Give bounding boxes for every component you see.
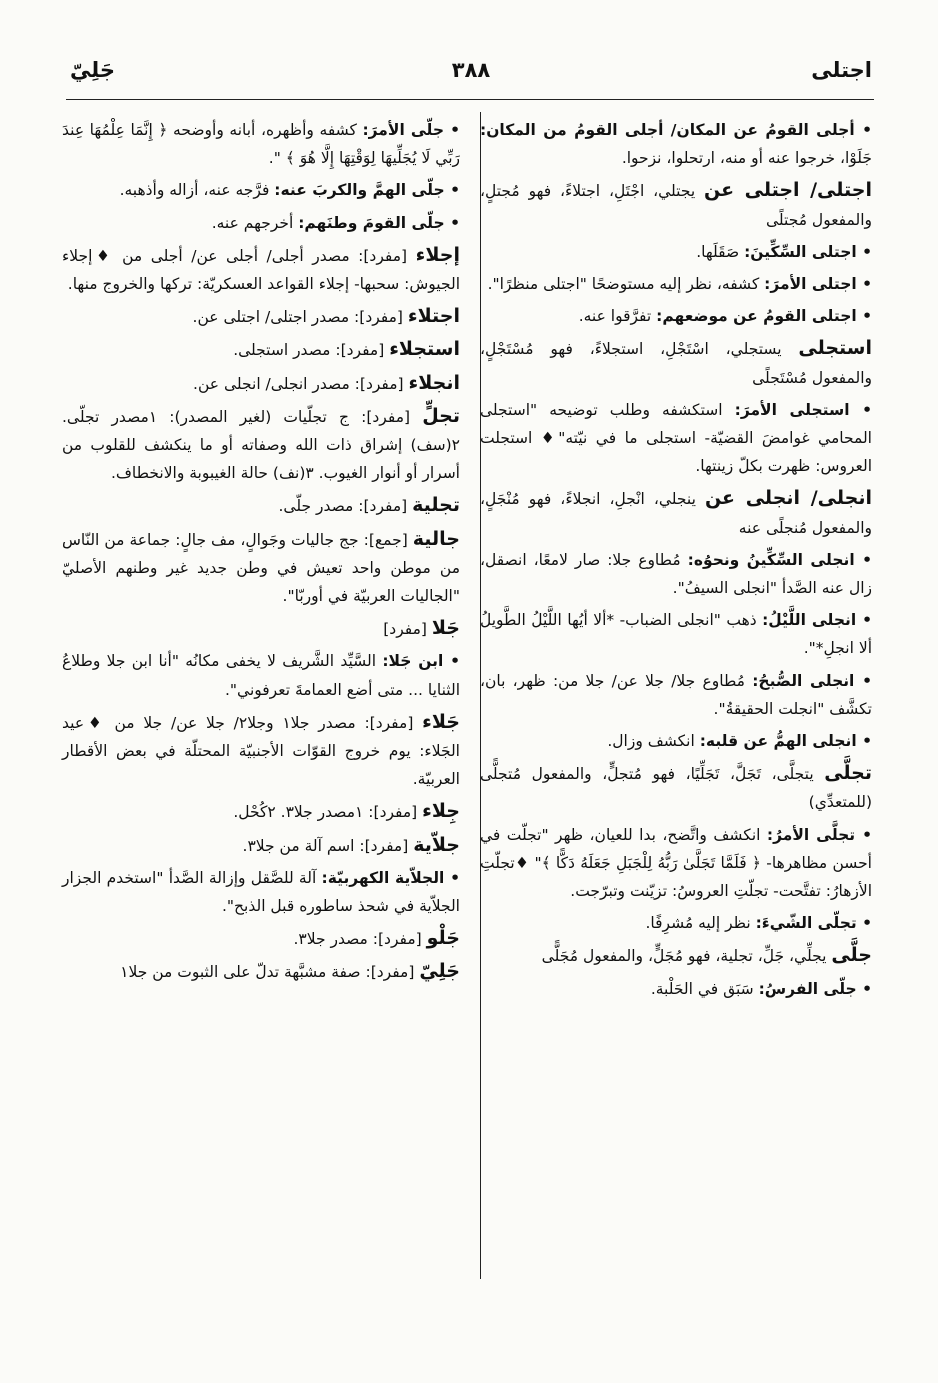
definition-text: سَبَق في الحَلْبة. — [650, 979, 759, 998]
entry-headword: استجلاء — [389, 338, 460, 361]
entry-headword: استجلى — [798, 337, 872, 360]
sense-bullet: • — [856, 732, 872, 751]
sense-phrase: انجلى الصُّبحُ: — [752, 671, 855, 690]
definition-text: استكشفه وطلب توضيحه "استجلى المحامي غوامضَ القضيّة- استجلى ما في نيّته"♦ استجلت العروس: ظهرت بكلّ زينتها. — [480, 400, 872, 476]
entry-headword: جِلاء — [422, 800, 460, 823]
entry-headword: تجلَّى — [824, 762, 872, 785]
definition-text: [مفرد] — [383, 620, 432, 639]
dictionary-entry — [62, 491, 460, 520]
sense-bullet: • — [856, 242, 872, 261]
sense-bullet: • — [856, 275, 872, 294]
dictionary-sense — [480, 116, 872, 172]
sense-phrase: جلّى الأمرَ: — [362, 121, 445, 139]
definition-text: يستجلي، اسْتَجْلِ، استجلاءً، فهو مُسْتَجْلٍ، والمفعول مُسْتَجلًى — [480, 340, 872, 387]
entry-headword: جَلا — [431, 617, 460, 640]
dictionary-sense — [480, 727, 872, 755]
sense-bullet: • — [856, 611, 872, 630]
entry-headword: جَلاء — [422, 710, 460, 733]
dictionary-sense — [480, 606, 872, 662]
definition-text: [مفرد]: اسم آلة من جلا٣. — [242, 836, 414, 855]
definition-text: يتجلَّى، تَجَلَّ، تَجَلِّيًا، فهو مُتجلٍّ، والمفعول مُتجلًّى (للمتعدِّي) — [480, 765, 872, 812]
dictionary-sense — [480, 396, 872, 481]
dictionary-entry — [62, 831, 460, 860]
definition-text: ينجلي، انْجلِ، انجلاءً، فهو مُنْجَلٍ، والمفعول مُنجلًى عنه — [480, 490, 872, 537]
dictionary-entry — [62, 614, 460, 643]
sense-bullet: • — [855, 825, 872, 844]
entry-headword: جلَّى — [831, 944, 872, 967]
definition-text: [مفرد]: مصدر انجلى/ انجلى عن. — [193, 374, 409, 393]
sense-bullet: • — [854, 550, 872, 569]
header-guide-word-left: جَلِيّ — [70, 58, 115, 82]
definition-text: [مفرد]: مصدر أجلى/ أجلى عن/ أجلى من ♦إجلاء الجيوش: سحبها- إجلاء القواعد العسكريّة: تركها والخروج منها. — [62, 246, 460, 294]
entry-headword: تجلية — [412, 494, 460, 517]
definition-text: يجتلي، اجْتَلِ، اجتلاءً، فهو مُجتلٍ، والمفعول مُجتلًى — [480, 182, 872, 229]
definition-text: [جمع]: جج جاليات وجَوالٍ، مف جالٍ: جماعة من النّاس من موطن واحد تعيش في وطن جديد غير وطنهم الأصليّ "الجاليات العربيّة في أوربّا". — [62, 530, 460, 606]
header-guide-word-right: اجتلى — [811, 58, 872, 82]
dictionary-sense — [480, 270, 872, 298]
sense-bullet: • — [443, 652, 460, 671]
dictionary-entry — [480, 176, 872, 233]
sense-phrase: جلّى الفرسُ: — [758, 979, 857, 998]
dictionary-entry — [480, 484, 872, 541]
dictionary-entry — [480, 334, 872, 391]
definition-text: [مفرد]: صفة مشبَّهة تدلّ على الثبوت من جلا١ — [120, 963, 420, 982]
entry-headword: انجلاء — [408, 371, 460, 394]
dictionary-entry — [62, 708, 460, 794]
definition-text: جَلَوْا، خرجوا عنه أو منه، ارتحلوا، نزحوا. — [621, 149, 872, 168]
page-number: ٣٨٨ — [451, 58, 491, 82]
dictionary-entry — [480, 941, 872, 970]
sense-phrase: الجلاّية الكهربيّة: — [321, 868, 445, 887]
sense-phrase: اجتلى السِّكِّينَ: — [744, 242, 857, 261]
entry-headword: جلاّية — [413, 833, 460, 856]
dictionary-sense — [480, 238, 872, 266]
sense-phrase: انجلى اللَّيْلُ: — [762, 611, 857, 630]
sense-phrase: تجلّى الشّيءَ: — [755, 914, 857, 933]
dictionary-entry — [62, 525, 460, 611]
definition-text: [مفرد]: ج تجلّيات (لغير المصدر): ١مصدر تجلّى. ٢(سف) إشراق ذات الله وصفاته أو ما ينكشف للقلوب من أسرار أو أنوار الغيوب. ٣(نف) حالة الغيبوبة والانخطاف. — [62, 407, 460, 483]
dictionary-entry — [62, 957, 460, 986]
dictionary-sense — [62, 647, 460, 703]
definition-text: [مفرد]: مصدر استجلى. — [233, 341, 390, 360]
entry-headword: جَلِيّ — [419, 960, 460, 983]
dictionary-sense — [480, 821, 872, 906]
sense-bullet: • — [856, 307, 872, 326]
dictionary-entry — [62, 402, 460, 488]
definition-text: صَقَلَها. — [696, 242, 745, 261]
dictionary-entry — [480, 759, 872, 816]
dictionary-sense — [62, 176, 460, 204]
dictionary-entry — [62, 241, 460, 298]
sense-phrase: استجلى الأمرَ: — [734, 400, 850, 419]
entry-headword: تجلٍّ — [422, 404, 460, 427]
dictionary-entry — [62, 302, 460, 331]
definition-text: مُطاوع جلا: صار لامعًا، انصقل، زال عنه الصَّدأ "انجلى السيفُ". — [480, 550, 872, 598]
entry-headword: اجتلى/ اجتلى عن — [704, 179, 872, 202]
entry-headword: جَلْو — [426, 927, 460, 950]
definition-text: [مفرد]: مصدر جلّى. — [278, 497, 413, 516]
sense-phrase: اجتلى الأمرَ: — [764, 275, 857, 294]
definition-text: أخرجهم عنه. — [211, 213, 299, 232]
dictionary-sense — [62, 116, 460, 172]
sense-bullet: • — [849, 400, 872, 419]
dictionary-sense — [480, 302, 872, 330]
dictionary-sense — [62, 209, 460, 237]
definition-text: فرَّجه عنه، أزاله وأذهبه. — [119, 181, 275, 200]
definition-text: السَّيِّد الشَّريف لا يخفى مكانُه "أنا ابن جلا وطلاعُ الثنايا ... متى أضع العمامةَ تعرفوني". — [62, 652, 460, 699]
sense-phrase: انجلى الهمُّ عن قلبه: — [699, 732, 857, 751]
dictionary-sense — [480, 546, 872, 602]
dictionary-sense — [480, 909, 872, 937]
sense-phrase: اجتلى القومُ عن موضعهم: — [656, 307, 857, 326]
definition-text: انكشف واتَّضح، بدا للعيان، ظهر "تجلّت في أحسن مظاهرها- ﴿ فَلَمَّا تَجَلَّىٰ رَبُّهُ لِلْجَبَلِ جَعَلَهُ دَكًّا ﴾" ♦تجلّتِ الأزهارُ: تفتَّحت- تجلّتِ العروسُ: تزيّنت وتبرّجت. — [480, 825, 872, 901]
header-rule — [66, 99, 874, 100]
definition-text: ذهب "انجلى الضباب- *ألا أيُها اللَّيْلُ الطَّويلُ ألا انجلِ*". — [480, 611, 872, 658]
sense-phrase: جلّى القومَ وطنَهم: — [298, 213, 445, 232]
definition-text: انكشف وزال. — [607, 732, 700, 751]
page-header — [70, 58, 872, 94]
sense-phrase: أجلى القومُ عن المكان/ أجلى القومُ من المكان: — [480, 121, 855, 139]
sense-bullet: • — [444, 868, 460, 887]
definition-text: آلة للصَّقل وإزالة الصَّدأ "استخدم الجزار الجلاّية في شحذ ساطوره قبل الذبح". — [62, 868, 460, 916]
dictionary-sense — [480, 667, 872, 723]
sense-bullet: • — [444, 213, 460, 232]
definition-text: مُطاوع جلا/ جلا عن/ جلا من: ظهر، بان، تكشَّف "انجلت الحقيقةُ". — [480, 671, 872, 718]
dictionary-sense — [62, 864, 460, 920]
definition-text: تفرَّقوا عنه. — [578, 307, 657, 326]
dictionary-entry — [62, 335, 460, 364]
sense-phrase: انجلى السِّكِّينُ ونحوُه: — [687, 550, 855, 569]
dictionary-sense — [480, 975, 872, 1003]
entry-headword: جالية — [412, 527, 460, 550]
definition-text: [مفرد]: مصدر جلا٣. — [293, 930, 427, 949]
left-column — [62, 116, 460, 991]
right-column — [480, 116, 872, 1007]
sense-phrase: ابن جَلا: — [382, 652, 444, 671]
sense-bullet: • — [856, 979, 872, 998]
definition-text: كشفه وأظهره، أبانه وأوضحه ﴿ إِنَّمَا عِلْمُهَا عِندَ رَبِّي لَا يُجَلِّيهَا لِوَقْتِهَا إِلَّا هُوَ ﴾ ". — [62, 121, 460, 168]
sense-phrase: تجلَّى الأمرُ: — [766, 825, 856, 844]
definition-text: [مفرد]: مصدر اجتلى/ اجتلى عن. — [192, 308, 408, 327]
sense-bullet: • — [444, 121, 460, 139]
dictionary-entry — [62, 797, 460, 826]
definition-text: كشفه، نظر إليه مستوضحًا "اجتلى منظرًا". — [487, 275, 765, 294]
dictionary-entry — [62, 924, 460, 953]
entry-headword: إجلاء — [415, 243, 460, 266]
sense-bullet: • — [854, 121, 872, 139]
entry-headword: انجلى/ انجلى عن — [704, 487, 872, 510]
definition-text: [مفرد]: مصدر جلا١ وجلا٢/ جلا عن/ جلا من ♦عيد الجَلاء: يوم خروج القوّات الأجنبيّة المحتلّة في بعض الأقطار العربيّة. — [62, 713, 460, 789]
definition-text: يجلِّي، جَلِّ، تجلية، فهو مُجَلٍّ، والمفعول مُجَلًّى — [541, 947, 832, 966]
entry-headword: اجتلاء — [407, 305, 460, 328]
sense-bullet: • — [856, 914, 872, 933]
sense-phrase: جلّى الهمَّ والكربَ عنه: — [274, 181, 445, 200]
sense-bullet: • — [854, 671, 873, 690]
dictionary-entry — [62, 369, 460, 398]
definition-text: [مفرد]: ١مصدر جلا٣. ٢كُحْل. — [233, 803, 423, 822]
sense-bullet: • — [444, 181, 460, 200]
definition-text: نظر إليه مُشرِفًا. — [645, 914, 756, 933]
